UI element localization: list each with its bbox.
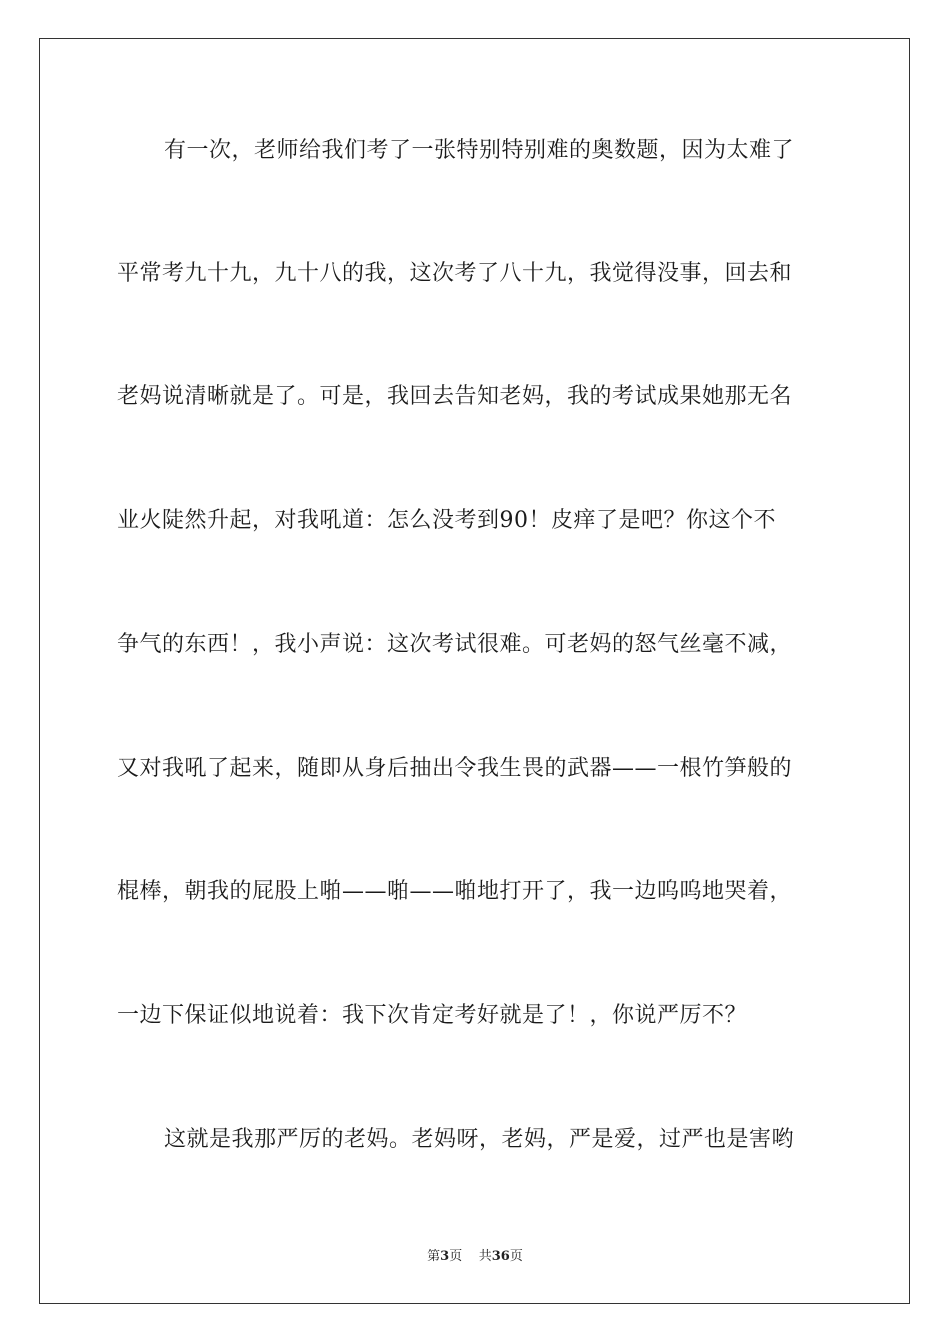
paragraph-1-line-1: 有一次，老师给我们考了一张特别特别难的奥数题，因为太难了 bbox=[164, 138, 795, 163]
page-border bbox=[39, 38, 910, 1304]
page-prefix: 第 bbox=[427, 1249, 441, 1264]
page-footer bbox=[0, 1248, 950, 1266]
paragraph-1-line-3: 老妈说清晰就是了。可是，我回去告知老妈，我的考试成果她那无名 bbox=[117, 384, 793, 409]
total-suffix: 页 bbox=[509, 1249, 523, 1264]
total-prefix: 共 bbox=[478, 1249, 492, 1264]
paragraph-2-line-1: 这就是我那严厉的老妈。老妈呀，老妈，严是爱，过严也是害哟 bbox=[164, 1127, 795, 1152]
paragraph-1-line-8: 一边下保证似地说着：我下次肯定考好就是了！，你说严厉不？ bbox=[117, 1003, 748, 1028]
paragraph-1-line-4: 业火陡然升起，对我吼道：怎么没考到90！皮痒了是吧？你这个不 bbox=[117, 508, 776, 533]
paragraph-1-line-2: 平常考九十九，九十八的我，这次考了八十九，我觉得没事，回去和 bbox=[117, 261, 793, 286]
page-suffix: 页 bbox=[449, 1249, 463, 1264]
paragraph-1-line-6: 又对我吼了起来，随即从身后抽出令我生畏的武器——一根竹笋般的 bbox=[117, 756, 793, 781]
page-number: 3 bbox=[440, 1249, 450, 1264]
paragraph-1-line-5: 争气的东西！，我小声说：这次考试很难。可老妈的怒气丝毫不减， bbox=[117, 632, 793, 657]
paragraph-1-line-7: 棍棒，朝我的屁股上啪——啪——啪地打开了，我一边呜呜地哭着， bbox=[117, 879, 793, 904]
total-pages: 36 bbox=[491, 1249, 510, 1264]
